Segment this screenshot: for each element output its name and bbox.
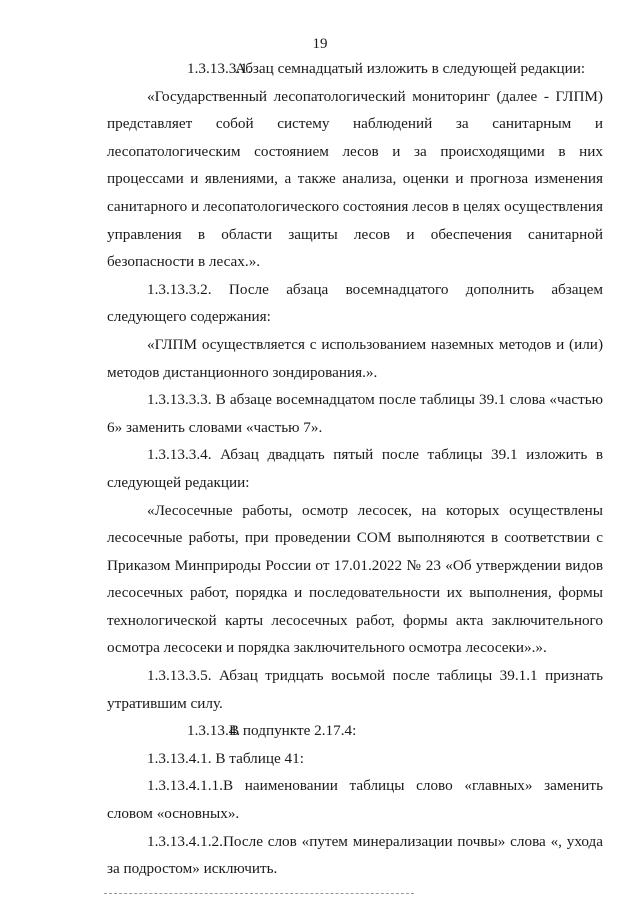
- paragraph-1-3-13-3-2: [107, 276, 603, 331]
- clause-number: 1.3.13.3.2.: [147, 280, 212, 298]
- quoted-paragraph-glpm-definition: [107, 83, 603, 276]
- paragraph-1-3-13-4: [107, 717, 603, 745]
- paragraph-1-3-13-3-3: [107, 386, 603, 441]
- clause-number: 1.3.13.4.1.2.: [147, 832, 223, 850]
- clause-text: После абзаца восемнадцатого дополнить абзацем следующего содержания:: [107, 280, 604, 326]
- paragraph-1-3-13-3-1: [107, 55, 603, 83]
- clause-text: После слов «путем минерализации почвы» слова «, ухода за подростом» исключить.: [107, 832, 603, 878]
- quoted-paragraph-glpm-methods: [107, 331, 603, 386]
- paragraph-1-3-13-4-1-2: [107, 828, 603, 883]
- scan-edge-divider: [104, 893, 414, 894]
- clause-text: Абзац двадцать пятый после таблицы 39.1 изложить в следующей редакции:: [107, 446, 604, 491]
- clause-text: Абзац семнадцатый изложить в следующей редакции:: [235, 60, 586, 77]
- clause-number: 1.3.13.4.1.: [147, 749, 212, 767]
- page-number: 19: [312, 36, 328, 52]
- clause-text: В абзаце восемнадцатом после таблицы 39.1 слова «частью 6» заменить словами «частью 7».: [107, 391, 604, 436]
- clause-text: «ГЛПМ осуществляется с использованием наземных методов и (или) методов дистанционного зондирования.».: [107, 335, 603, 381]
- clause-text: «Лесосечные работы, осмотр лесосек, на которых осуществлены лесосечные работы, при проведении СОМ выполняются в соответствии с Приказом Минприроды России от 17.01.2022 № 23 «Об утверждении видов лесосечных работ, порядка и последовательности их выполнения, формы технологической карты лесосечных работ, формы акта заключительного осмотра лесосеки и порядка заключительного осмотра лесосеки».».: [107, 501, 603, 657]
- clause-number: 1.3.13.3.1.: [187, 60, 252, 77]
- paragraph-1-3-13-4-1-1: [107, 772, 603, 827]
- clause-text: В наименовании таблицы слово «главных» заменить словом «основных».: [107, 777, 603, 823]
- paragraph-1-3-13-4-1: [107, 745, 603, 773]
- clause-number: 1.3.13.3.5.: [147, 667, 212, 685]
- clause-text: В подпункте 2.17.4:: [229, 722, 357, 740]
- clause-number: 1.3.13.3.3.: [147, 391, 212, 409]
- clause-number: 1.3.13.4.1.1.: [147, 777, 223, 795]
- paragraph-1-3-13-3-5: [107, 662, 603, 717]
- document-body: [107, 55, 603, 883]
- clause-text: «Государственный лесопатологический мониторинг (далее - ГЛПМ) представляет собой систему наблюдений за санитарным и лесопатологическим состоянием лесов и за происходящими в них процессами и явлениями, а также анализа, оценки и прогноза изменения санитарного и лесопатологического состояния лесов в целях осуществления управления в области защиты лесов и обеспечения санитарной безопасности в лесах.».: [107, 87, 603, 271]
- clause-number: 1.3.13.4.: [187, 722, 241, 740]
- clause-text: Абзац тридцать восьмой после таблицы 39.1.1 признать утратившим силу.: [107, 667, 604, 712]
- clause-text: В таблице 41:: [215, 749, 304, 767]
- clause-number: 1.3.13.3.4.: [147, 446, 212, 464]
- paragraph-1-3-13-3-4: [107, 441, 603, 496]
- quoted-paragraph-logging-works: [107, 497, 603, 663]
